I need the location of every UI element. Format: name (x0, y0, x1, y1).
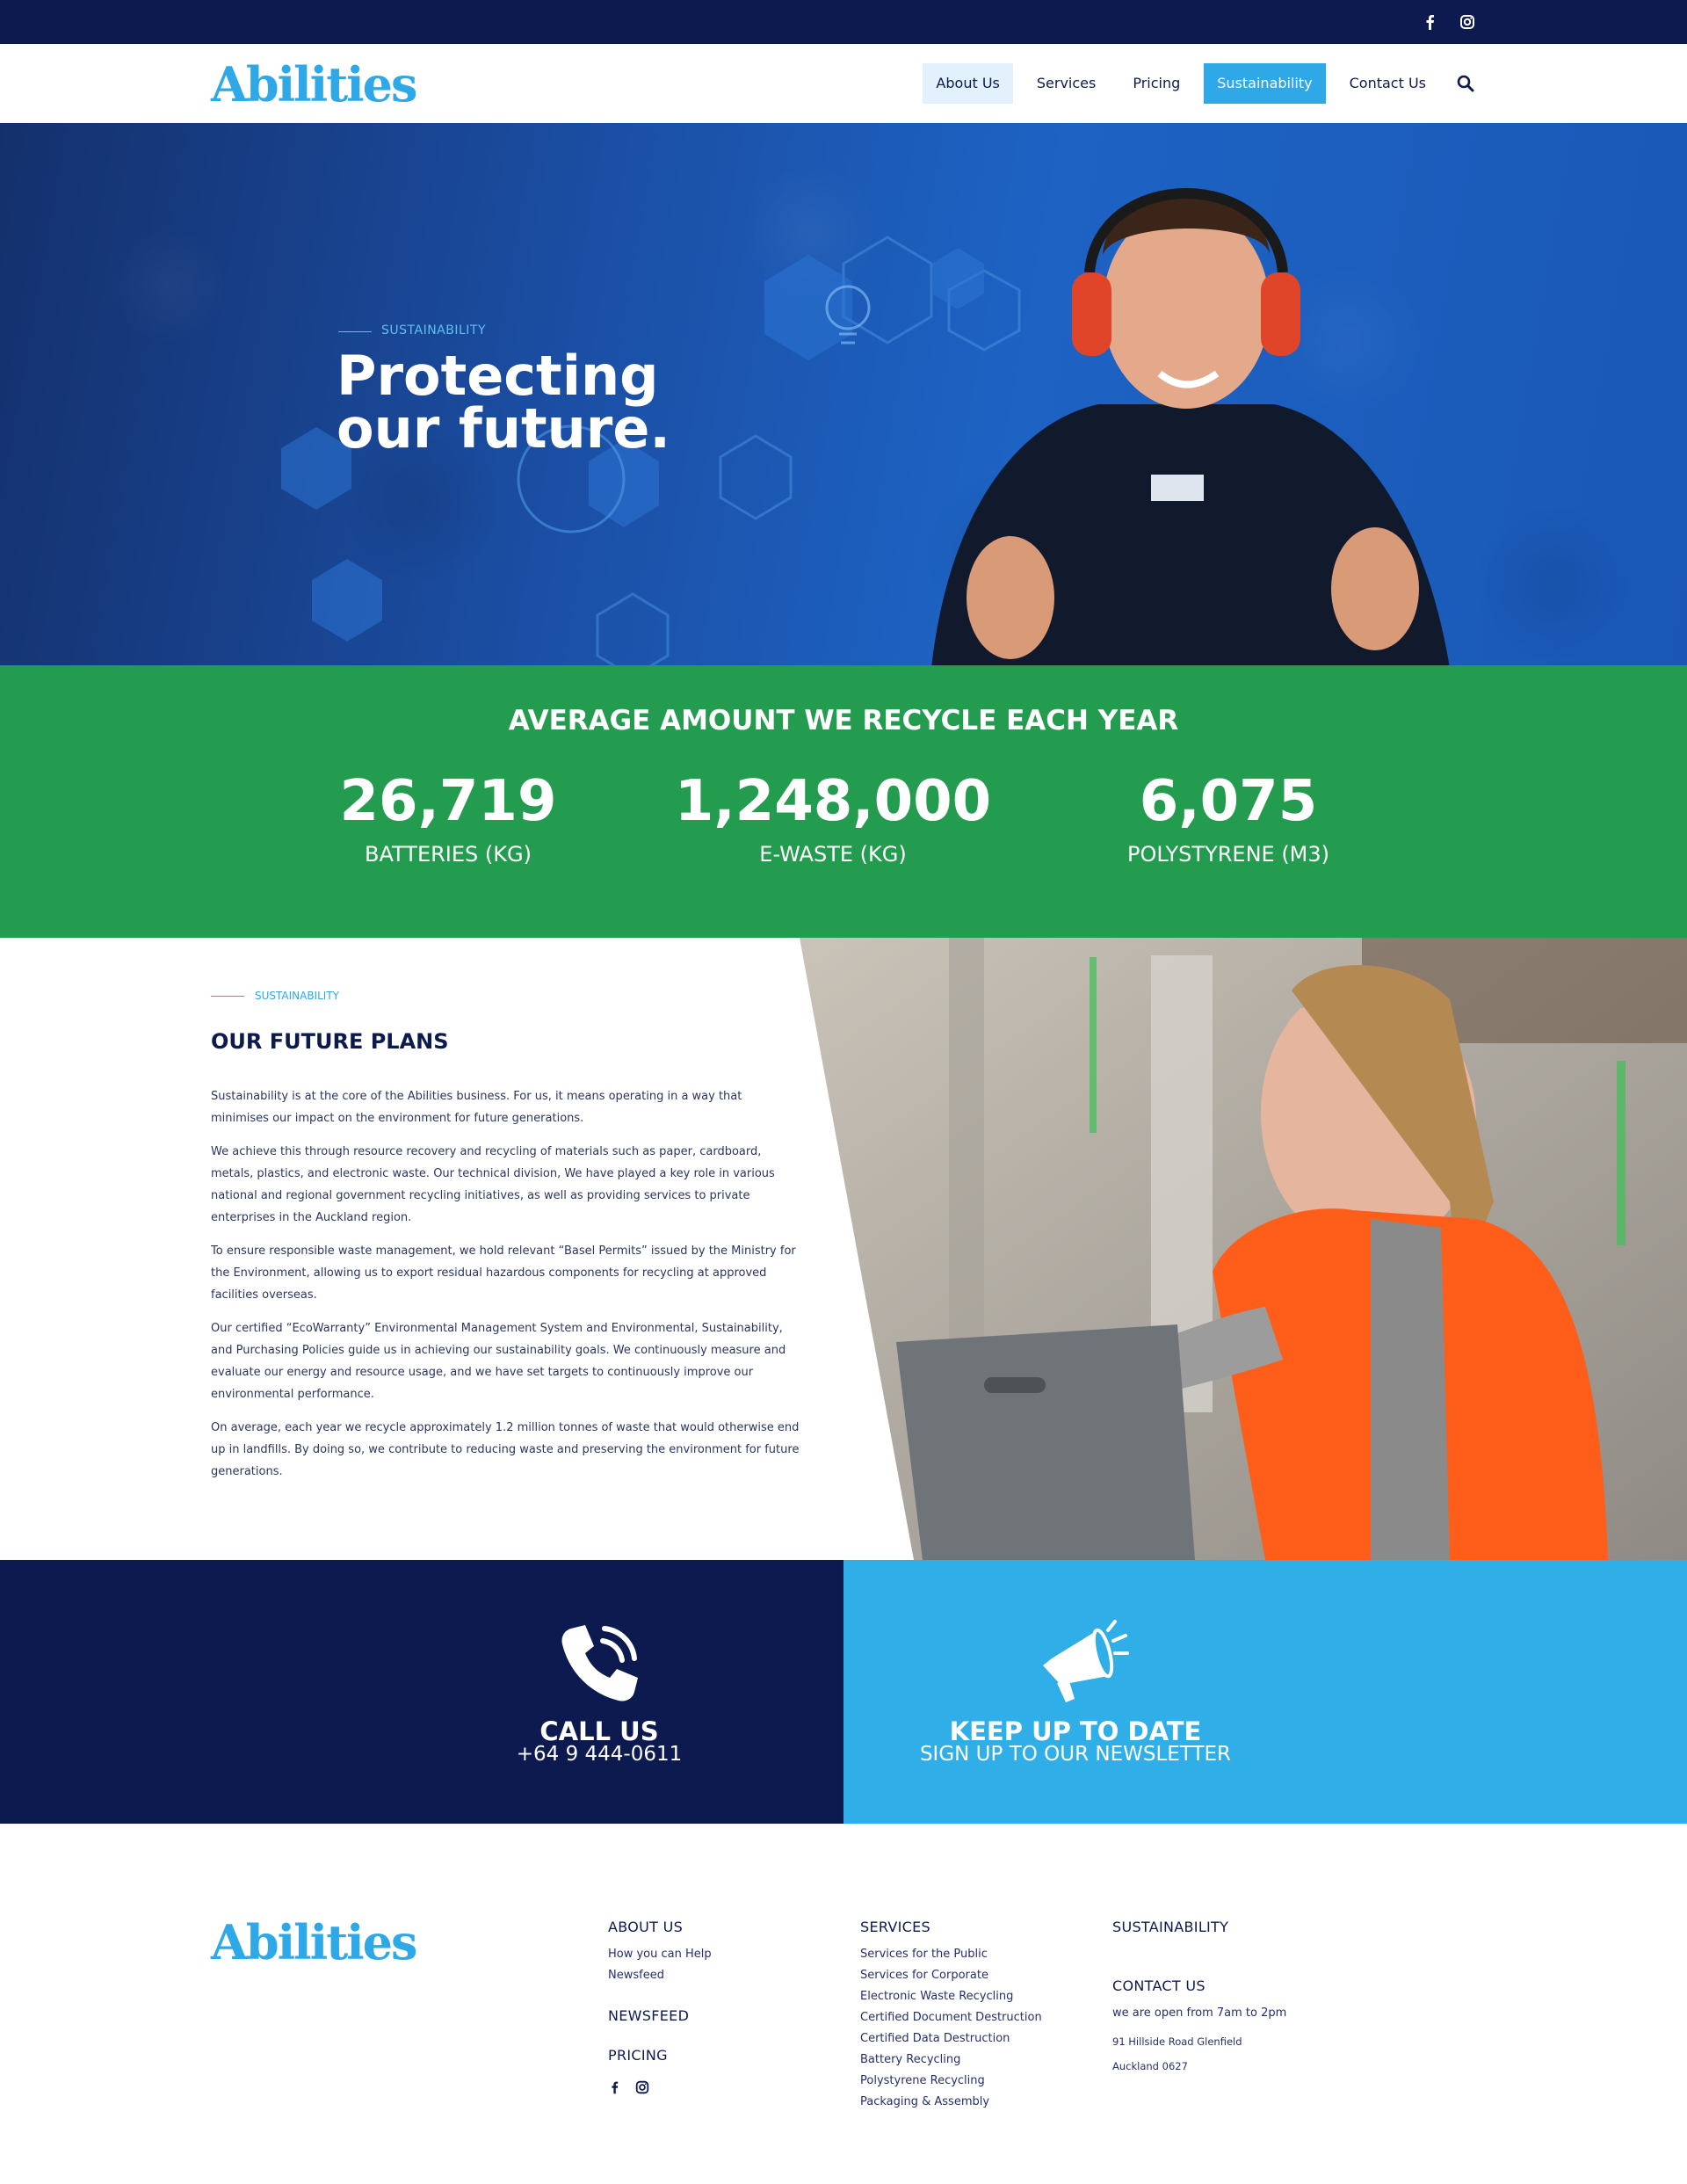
search-icon[interactable] (1455, 73, 1476, 94)
hero-banner (0, 123, 1687, 665)
footer-link[interactable]: How you can Help (608, 1948, 712, 1961)
stat-label: POLYSTYRENE (M3) (1126, 842, 1330, 867)
footer-services-heading[interactable]: SERVICES (860, 1919, 931, 1935)
call-us-number[interactable]: +64 9 444-0611 (516, 1743, 683, 1766)
call-us-title: CALL US (539, 1716, 659, 1746)
plans-body (211, 1085, 800, 1494)
footer-contact-heading[interactable]: CONTACT US (1112, 1977, 1206, 1994)
footer-link[interactable]: Battery Recycling (860, 2053, 961, 2066)
newsletter-subtitle[interactable]: SIGN UP TO OUR NEWSLETTER (919, 1743, 1232, 1766)
footer-link[interactable]: Services for Corporate (860, 1969, 988, 1982)
nav-pricing[interactable]: Pricing (1133, 75, 1181, 91)
footer-link[interactable]: Packaging & Assembly (860, 2095, 990, 2108)
plans-title: OUR FUTURE PLANS (211, 1029, 449, 1054)
footer-link[interactable]: Polystyrene Recycling (860, 2074, 985, 2087)
site-footer (0, 1824, 1687, 2184)
stat-label: E-WASTE (KG) (759, 842, 907, 867)
facebook-icon[interactable] (608, 2079, 622, 2099)
main-nav (912, 63, 1476, 104)
footer-col-about (608, 1919, 712, 2099)
stat-value: 1,248,000 (674, 769, 992, 834)
footer-social-links (608, 2079, 712, 2099)
plans-paragraph: We achieve this through resource recovery and recycling of materials such as paper, cardboard, metals, plastics, and electronic waste. Our technical division, We have played a key role in various national and regional government recycling initiatives, as well as providing services to private enterprises in the Auckland region. (211, 1145, 775, 1224)
top-bar (0, 0, 1687, 44)
footer-about-heading[interactable]: ABOUT US (608, 1919, 684, 1935)
stat-batteries (272, 766, 624, 867)
phone-icon (555, 1620, 643, 1708)
facebook-icon[interactable] (1422, 13, 1439, 31)
hero-eyebrow-line (338, 331, 372, 332)
footer-col-contact (1112, 1919, 1286, 2079)
stat-e-waste (657, 766, 1009, 867)
megaphone-icon (1032, 1614, 1120, 1702)
instagram-icon[interactable] (1459, 13, 1476, 31)
newsletter-title: KEEP UP TO DATE (949, 1716, 1202, 1746)
recycle-stats (0, 665, 1687, 938)
site-logo[interactable]: Abilities (211, 56, 416, 112)
footer-logo[interactable]: Abilities (211, 1914, 416, 1970)
plans-eyebrow-line (211, 996, 244, 997)
footer-link[interactable]: Electronic Waste Recycling (860, 1990, 1014, 2003)
footer-newsfeed-heading[interactable]: NEWSFEED (608, 2007, 690, 2024)
footer-pricing-heading[interactable]: PRICING (608, 2047, 668, 2064)
footer-address-line2: Auckland 0627 (1112, 2060, 1188, 2072)
footer-link[interactable]: Newsfeed (608, 1969, 664, 1982)
footer-link[interactable]: Services for the Public (860, 1948, 988, 1961)
nav-sustainability[interactable]: Sustainability (1204, 63, 1325, 104)
newsletter-panel[interactable] (844, 1560, 1687, 1824)
call-us-panel[interactable] (0, 1560, 844, 1824)
stats-heading: AVERAGE AMOUNT WE RECYCLE EACH YEAR (508, 705, 1179, 736)
stat-polystyrene (1053, 766, 1404, 867)
footer-address-line1: 91 Hillside Road Glenfield (1112, 2035, 1242, 2048)
footer-hours: we are open from 7am to 2pm (1112, 2006, 1287, 2020)
hero-title: Protecting our future. (337, 344, 670, 461)
top-social-links (1422, 13, 1476, 31)
stat-value: 6,075 (1139, 769, 1318, 834)
plans-paragraph: Our certified “EcoWarranty” Environmental Management System and Environmental, Sustainability, and Purchasing Policies guide us in achieving our sustainability goals. We continuously measure and evaluate our energy and resource usage, and we have set targets to continuously improve our environmental performance. (211, 1322, 786, 1401)
site-header (0, 44, 1687, 123)
footer-sustainability-heading[interactable]: SUSTAINABILITY (1112, 1919, 1229, 1935)
stat-value: 26,719 (339, 769, 557, 834)
footer-link[interactable]: Certified Document Destruction (860, 2011, 1042, 2024)
plans-paragraph: To ensure responsible waste management, we hold relevant “Basel Permits” issued by the Ministry for the Environment, allowing us to export residual hazardous components for recycling at approved facilities overseas. (211, 1244, 796, 1302)
footer-col-services (860, 1919, 1042, 2113)
nav-about-us[interactable]: About Us (923, 63, 1012, 104)
footer-link[interactable]: Certified Data Destruction (860, 2032, 1010, 2045)
hero-eyebrow: SUSTAINABILITY (381, 323, 487, 337)
plans-eyebrow: SUSTAINABILITY (255, 990, 340, 1002)
plans-paragraph: On average, each year we recycle approximately 1.2 million tonnes of waste that would otherwise end up in landfills. By doing so, we contribute to reducing waste and preserving the environment for future generations. (211, 1421, 800, 1478)
future-plans-section (0, 938, 1687, 1560)
nav-services[interactable]: Services (1036, 75, 1097, 91)
plans-paragraph: Sustainability is at the core of the Abilities business. For us, it means operating in a way that minimises our impact on the environment for future generations. (211, 1090, 742, 1125)
nav-contact-us[interactable]: Contact Us (1349, 75, 1426, 91)
instagram-icon[interactable] (634, 2079, 650, 2099)
stat-label: BATTERIES (KG) (365, 842, 532, 867)
hero-worker-photo (896, 141, 1476, 665)
